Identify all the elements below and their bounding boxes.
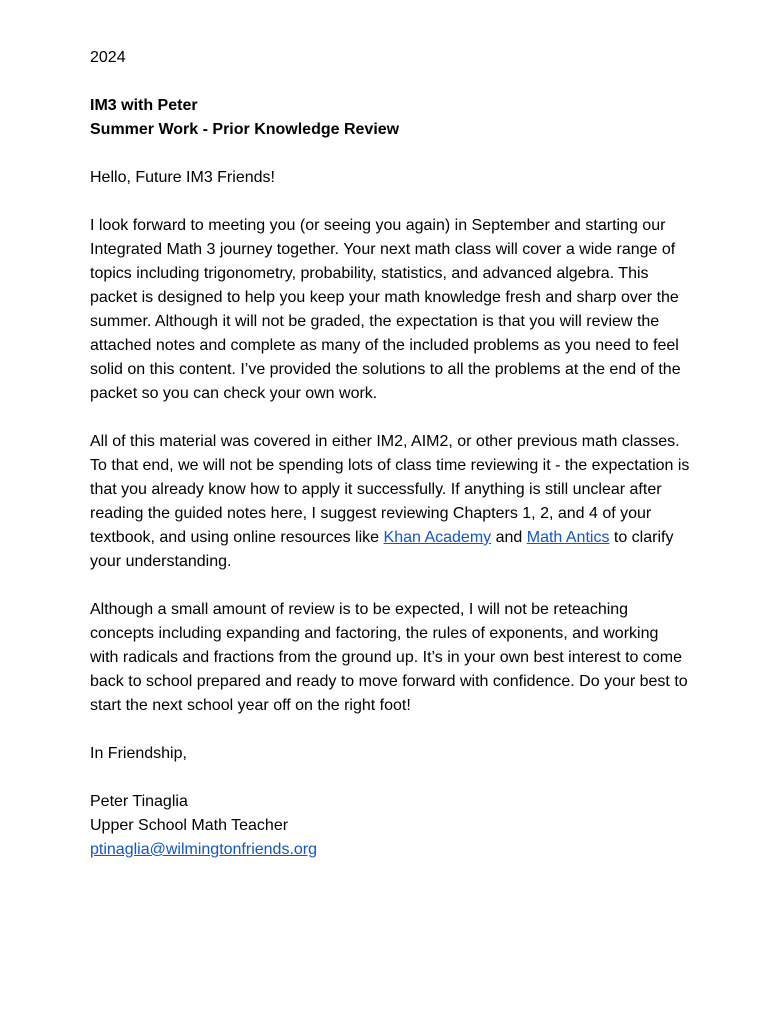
document-subtitle: Summer Work - Prior Knowledge Review <box>90 121 400 138</box>
signature-block <box>90 790 690 862</box>
closing: In Friendship, <box>90 745 187 762</box>
signature-title: Upper School Math Teacher <box>90 817 289 834</box>
letter-page <box>90 46 690 886</box>
year: 2024 <box>90 49 126 66</box>
letter-heading <box>90 94 690 142</box>
resources-text-after: to clarify your understanding. <box>90 529 674 570</box>
intro-paragraph: I look forward to meeting you (or seeing you again) in September and starting our Integrated Math 3 journey together. Your next math class will cover a wide range of topics including trigonometry, probability, statistics, and advanced algebra. This packet is designed to help you keep your math knowledge fresh and sharp over the summer. Although it will not be graded, the expectation is that you will review the attached notes and complete as many of the included problems as you need to feel solid on this content. I’ve provided the solutions to all the problems at the end of the packet so you can check your own work. <box>90 217 681 402</box>
email-link[interactable]: ptinaglia@wilmingtonfriends.org <box>90 841 318 858</box>
course-title: IM3 with Peter <box>90 97 198 114</box>
expectations-paragraph: Although a small amount of review is to be expected, I will not be reteaching concepts including expanding and factoring, the rules of exponents, and working with radicals and fractions from the ground up. It’s in your own best interest to come back to school prepared and ready to move forward with confidence. Do your best to start the next school year off on the right foot! <box>90 601 688 714</box>
khan-academy-link[interactable]: Khan Academy <box>383 529 492 546</box>
greeting: Hello, Future IM3 Friends! <box>90 169 275 186</box>
resources-paragraph <box>90 430 690 574</box>
resources-text-between: and <box>491 529 527 546</box>
math-antics-link[interactable]: Math Antics <box>526 529 610 546</box>
resources-text-before: All of this material was covered in either IM2, AIM2, or other previous math classes. To that end, we will not be spending lots of class time reviewing it - the expectation is that you already know how to apply it successfully. If anything is still unclear after reading the guided notes here, I suggest reviewing Chapters 1, 2, and 4 of your textbook, and using online resources like <box>90 433 690 546</box>
signature-name: Peter Tinaglia <box>90 793 188 810</box>
